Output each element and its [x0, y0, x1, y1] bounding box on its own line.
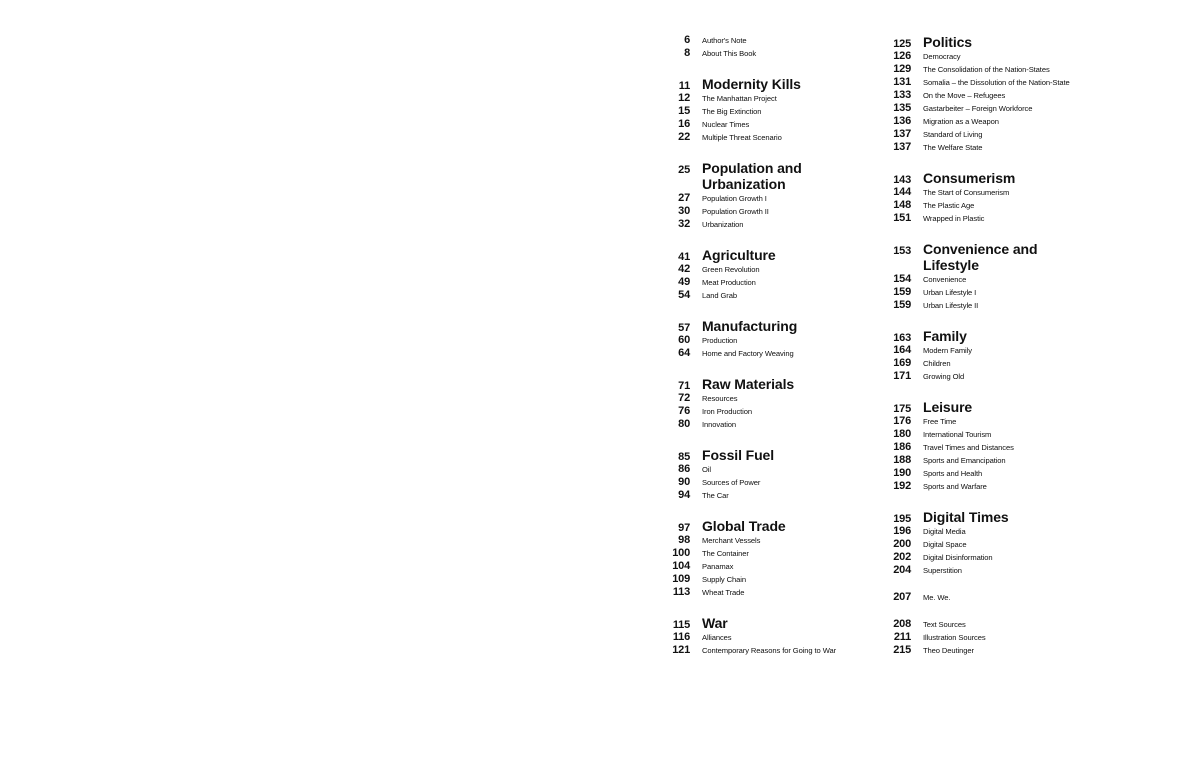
entry-page-number: 159 — [893, 286, 911, 298]
entry-page-number: 208 — [893, 618, 911, 630]
toc-entry — [666, 534, 876, 547]
chapter-title: Leisure — [923, 399, 973, 415]
section-gap — [666, 144, 876, 158]
toc-entry — [887, 128, 1087, 141]
entry-title: The Start of Consumerism — [923, 188, 1010, 197]
toc-entry — [666, 131, 876, 144]
toc-entry — [666, 334, 876, 347]
toc-entry — [887, 415, 1087, 428]
toc-chapter-heading — [666, 376, 876, 392]
section-gap — [887, 604, 1087, 618]
entry-title: Sports and Health — [923, 469, 983, 478]
chapter-page-number: 85 — [678, 451, 690, 463]
entry-page-number: 86 — [678, 463, 690, 475]
chapter-page-number: 125 — [893, 38, 911, 50]
entry-title: Population Growth II — [702, 207, 769, 216]
entry-title: The Car — [702, 491, 729, 500]
entry-page-number: 104 — [672, 560, 690, 572]
chapter-title: Raw Materials — [702, 376, 795, 392]
toc-entry — [666, 644, 876, 657]
toc-entry — [887, 199, 1087, 212]
entry-title: Wrapped in Plastic — [923, 214, 985, 223]
chapter-page-number: 57 — [678, 322, 690, 334]
entry-page-number: 135 — [893, 102, 911, 114]
chapter-page-number: 25 — [678, 164, 690, 176]
toc-entry — [666, 489, 876, 502]
entry-page-number: 15 — [678, 105, 690, 117]
entry-title: The Welfare State — [923, 143, 983, 152]
entry-page-number: 8 — [684, 47, 690, 59]
toc-entry — [887, 618, 1087, 631]
toc-entry — [887, 89, 1087, 102]
entry-title: Digital Media — [923, 527, 966, 536]
toc-entry — [887, 525, 1087, 538]
section-gap — [666, 431, 876, 445]
entry-title: Children — [923, 359, 951, 368]
entry-page-number: 131 — [893, 76, 911, 88]
toc-column-right — [887, 34, 1087, 657]
entry-title: Growing Old — [923, 372, 965, 381]
entry-title: Urban Lifestyle II — [923, 301, 979, 310]
entry-title: Democracy — [923, 52, 961, 61]
entry-title: Urbanization — [702, 220, 744, 229]
entry-page-number: 116 — [672, 631, 690, 643]
toc-entry — [666, 347, 876, 360]
toc-entry — [887, 467, 1087, 480]
entry-page-number: 171 — [893, 370, 911, 382]
toc-entry — [887, 538, 1087, 551]
toc-entry — [887, 102, 1087, 115]
toc-entry — [666, 192, 876, 205]
toc-entry — [887, 115, 1087, 128]
entry-page-number: 207 — [893, 591, 911, 603]
entry-page-number: 129 — [893, 63, 911, 75]
section-gap — [666, 360, 876, 374]
entry-title: Author's Note — [702, 36, 747, 45]
section-gap — [666, 302, 876, 316]
toc-entry — [666, 105, 876, 118]
chapter-title: Consumerism — [923, 170, 1016, 186]
toc-entry — [887, 454, 1087, 467]
chapter-page-number: 41 — [678, 251, 690, 263]
toc-entry — [887, 63, 1087, 76]
entry-title: Green Revolution — [702, 265, 760, 274]
entry-page-number: 180 — [893, 428, 911, 440]
toc-entry — [887, 551, 1087, 564]
toc-entry — [887, 50, 1087, 63]
entry-title: Contemporary Reasons for Going to War — [702, 646, 837, 655]
toc-entry — [887, 357, 1087, 370]
entry-page-number: 190 — [893, 467, 911, 479]
toc-chapter-heading — [666, 247, 876, 263]
entry-title: Superstition — [923, 566, 962, 575]
section-gap — [887, 225, 1087, 239]
entry-title: Sources of Power — [702, 478, 761, 487]
chapter-page-number: 115 — [672, 619, 690, 631]
entry-page-number: 148 — [893, 199, 911, 211]
toc-entry — [887, 344, 1087, 357]
toc-entry — [887, 212, 1087, 225]
entry-page-number: 126 — [893, 50, 911, 62]
entry-page-number: 54 — [678, 289, 690, 301]
toc-entry — [887, 186, 1087, 199]
toc-entry — [666, 418, 876, 431]
entry-title: Travel Times and Distances — [923, 443, 1014, 452]
entry-title: Urban Lifestyle I — [923, 288, 977, 297]
toc-entry — [666, 276, 876, 289]
entry-title: Home and Factory Weaving — [702, 349, 794, 358]
entry-page-number: 100 — [672, 547, 690, 559]
chapter-page-number: 153 — [893, 245, 911, 257]
entry-page-number: 27 — [678, 192, 690, 204]
entry-title: Multiple Threat Scenario — [702, 133, 782, 142]
chapter-title: Global Trade — [702, 518, 786, 534]
section-gap — [666, 502, 876, 516]
toc-entry — [887, 644, 1087, 657]
chapter-title: Politics — [923, 34, 972, 50]
entry-page-number: 80 — [678, 418, 690, 430]
toc-chapter-heading — [887, 509, 1087, 525]
entry-page-number: 30 — [678, 205, 690, 217]
entry-title: Production — [702, 336, 738, 345]
entry-title: Panamax — [702, 562, 734, 571]
entry-page-number: 109 — [672, 573, 690, 585]
entry-title: Convenience — [923, 275, 967, 284]
entry-page-number: 90 — [678, 476, 690, 488]
entry-page-number: 204 — [893, 564, 911, 576]
entry-title: Resources — [702, 394, 738, 403]
entry-page-number: 169 — [893, 357, 911, 369]
entry-title: About This Book — [702, 49, 757, 58]
entry-page-number: 176 — [893, 415, 911, 427]
entry-page-number: 22 — [678, 131, 690, 143]
chapter-page-number: 97 — [678, 522, 690, 534]
entry-title: The Plastic Age — [923, 201, 975, 210]
entry-page-number: 154 — [893, 273, 911, 285]
entry-page-number: 60 — [678, 334, 690, 346]
toc-entry — [887, 441, 1087, 454]
toc-entry — [666, 405, 876, 418]
entry-title: Text Sources — [923, 620, 966, 629]
chapter-page-number: 143 — [893, 174, 911, 186]
toc-entry — [666, 218, 876, 231]
toc-entry — [887, 286, 1087, 299]
section-gap — [666, 60, 876, 74]
toc-entry — [666, 463, 876, 476]
entry-title: Meat Production — [702, 278, 756, 287]
chapter-title: Population and Urbanization — [702, 160, 802, 192]
entry-title: On the Move – Refugees — [923, 91, 1006, 100]
entry-title: Alliances — [702, 633, 732, 642]
toc-entry — [666, 263, 876, 276]
section-gap — [666, 599, 876, 613]
entry-page-number: 151 — [893, 212, 911, 224]
entry-title: Iron Production — [702, 407, 752, 416]
section-gap — [887, 154, 1087, 168]
chapter-title: Agriculture — [702, 247, 776, 263]
toc-chapter-heading — [666, 615, 876, 631]
chapter-title: Convenience and Lifestyle — [923, 241, 1038, 273]
entry-page-number: 202 — [893, 551, 911, 563]
toc-chapter-heading — [887, 34, 1087, 50]
toc-entry — [887, 299, 1087, 312]
entry-page-number: 164 — [893, 344, 911, 356]
toc-entry — [666, 573, 876, 586]
toc-chapter-heading — [666, 76, 876, 92]
entry-page-number: 137 — [893, 141, 911, 153]
entry-title: Gastarbeiter – Foreign Workforce — [923, 104, 1033, 113]
toc-entry — [666, 92, 876, 105]
section-gap — [887, 383, 1087, 397]
entry-page-number: 113 — [672, 586, 690, 598]
toc-chapter-heading — [887, 399, 1087, 415]
entry-title: Innovation — [702, 420, 737, 429]
entry-title: Merchant Vessels — [702, 536, 761, 545]
chapter-page-number: 71 — [678, 380, 690, 392]
toc-chapter-heading — [666, 318, 876, 334]
entry-title: The Consolidation of the Nation-States — [923, 65, 1050, 74]
toc-entry — [666, 631, 876, 644]
chapter-title: War — [702, 615, 728, 631]
entry-title: Oil — [702, 465, 711, 474]
chapter-title: Family — [923, 328, 967, 344]
chapter-page-number: 175 — [893, 403, 911, 415]
toc-chapter-heading — [666, 518, 876, 534]
toc-entry — [666, 34, 876, 47]
entry-page-number: 72 — [678, 392, 690, 404]
entry-page-number: 211 — [893, 631, 911, 643]
entry-page-number: 49 — [678, 276, 690, 288]
chapter-title: Fossil Fuel — [702, 447, 775, 463]
toc-chapter-heading — [887, 241, 1087, 273]
toc-entry — [666, 547, 876, 560]
toc-entry — [887, 273, 1087, 286]
toc-entry — [666, 289, 876, 302]
toc-entry — [666, 476, 876, 489]
entry-title: Theo Deutinger — [923, 646, 974, 655]
toc-entry — [666, 586, 876, 599]
toc-entry — [666, 205, 876, 218]
chapter-title: Digital Times — [923, 509, 1009, 525]
entry-page-number: 136 — [893, 115, 911, 127]
entry-title: Digital Disinformation — [923, 553, 993, 562]
toc-entry — [887, 631, 1087, 644]
entry-page-number: 188 — [893, 454, 911, 466]
section-gap — [887, 493, 1087, 507]
entry-page-number: 42 — [678, 263, 690, 275]
toc-entry — [887, 428, 1087, 441]
toc-entry — [666, 392, 876, 405]
section-gap — [887, 577, 1087, 591]
toc-entry — [887, 141, 1087, 154]
entry-title: Me. We. — [923, 593, 951, 602]
chapter-page-number: 163 — [893, 332, 911, 344]
entry-title: Nuclear Times — [702, 120, 750, 129]
entry-title: Digital Space — [923, 540, 967, 549]
toc-entry — [887, 76, 1087, 89]
entry-title: Modern Family — [923, 346, 972, 355]
chapter-page-number: 11 — [678, 80, 690, 92]
entry-title: Illustration Sources — [923, 633, 986, 642]
toc-entry — [887, 370, 1087, 383]
entry-title: Migration as a Weapon — [923, 117, 999, 126]
entry-title: Free Time — [923, 417, 957, 426]
entry-page-number: 137 — [893, 128, 911, 140]
toc-entry — [887, 591, 1087, 604]
entry-page-number: 76 — [678, 405, 690, 417]
entry-page-number: 64 — [678, 347, 690, 359]
entry-page-number: 196 — [893, 525, 911, 537]
toc-chapter-heading — [887, 170, 1087, 186]
entry-page-number: 159 — [893, 299, 911, 311]
entry-page-number: 16 — [678, 118, 690, 130]
entry-page-number: 144 — [893, 186, 911, 198]
entry-page-number: 121 — [672, 644, 690, 656]
entry-title: Supply Chain — [702, 575, 746, 584]
chapter-page-number: 195 — [893, 513, 911, 525]
toc-entry — [666, 560, 876, 573]
entry-page-number: 215 — [893, 644, 911, 656]
entry-page-number: 192 — [893, 480, 911, 492]
entry-title: Sports and Warfare — [923, 482, 987, 491]
entry-page-number: 186 — [893, 441, 911, 453]
entry-title: Standard of Living — [923, 130, 983, 139]
entry-page-number: 32 — [678, 218, 690, 230]
entry-page-number: 12 — [678, 92, 690, 104]
toc-entry — [666, 47, 876, 60]
entry-page-number: 6 — [684, 34, 690, 46]
section-gap — [887, 312, 1087, 326]
entry-title: The Big Extinction — [702, 107, 762, 116]
entry-title: Wheat Trade — [702, 588, 745, 597]
toc-entry — [666, 118, 876, 131]
toc-chapter-heading — [666, 160, 876, 192]
entry-title: The Manhattan Project — [702, 94, 777, 103]
section-gap — [666, 231, 876, 245]
chapter-title: Modernity Kills — [702, 76, 801, 92]
toc-entry — [887, 564, 1087, 577]
entry-title: Sports and Emancipation — [923, 456, 1006, 465]
toc-chapter-heading — [666, 447, 876, 463]
toc-entry — [887, 480, 1087, 493]
entry-page-number: 200 — [893, 538, 911, 550]
entry-title: The Container — [702, 549, 749, 558]
entry-page-number: 98 — [678, 534, 690, 546]
entry-title: International Tourism — [923, 430, 992, 439]
entry-page-number: 133 — [893, 89, 911, 101]
toc-column-left — [666, 34, 876, 657]
entry-title: Land Grab — [702, 291, 737, 300]
chapter-title: Manufacturing — [702, 318, 798, 334]
entry-title: Somalia – the Dissolution of the Nation-State — [923, 78, 1070, 87]
entry-title: Population Growth I — [702, 194, 767, 203]
entry-page-number: 94 — [678, 489, 690, 501]
toc-chapter-heading — [887, 328, 1087, 344]
